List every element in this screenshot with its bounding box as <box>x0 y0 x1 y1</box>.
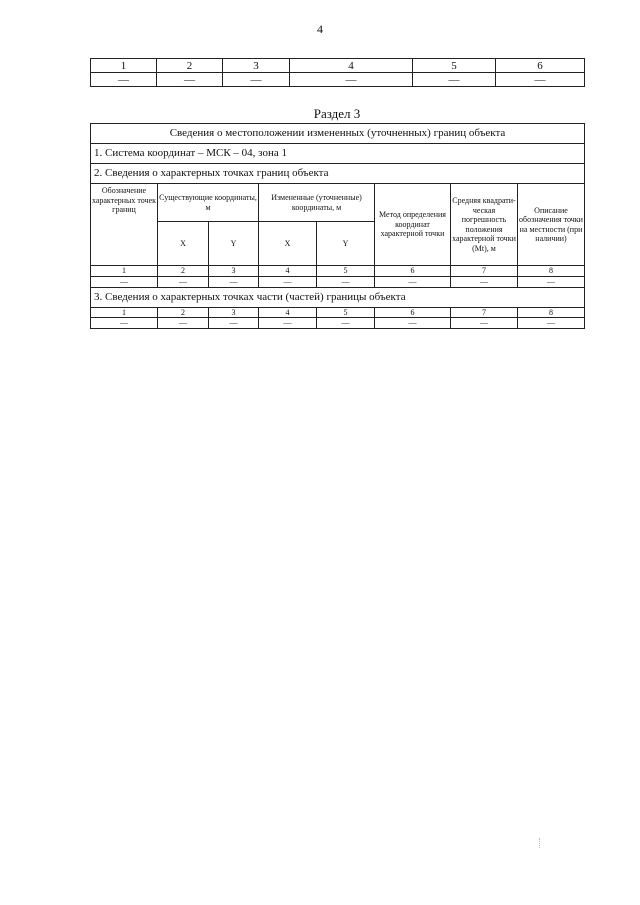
column-existing-coordinates: Существующие координаты, м <box>158 184 259 222</box>
table-row <box>91 73 585 87</box>
table-cell: — <box>259 318 317 329</box>
table-cell: — <box>317 276 375 287</box>
column-number: 5 <box>317 307 375 318</box>
column-number: 5 <box>413 59 496 73</box>
column-x-existing: X <box>158 222 209 266</box>
column-numbers-row <box>91 266 585 277</box>
column-number: 6 <box>375 266 451 277</box>
column-description: Описание обозначения точки на местности (при наличии) <box>518 184 585 266</box>
column-number: 2 <box>157 59 223 73</box>
column-number: 7 <box>451 266 518 277</box>
table-cell: — <box>223 73 290 87</box>
part-column-numbers-row <box>91 307 585 318</box>
margin-mark <box>539 838 541 848</box>
table-cell: — <box>496 73 585 87</box>
table-cell: — <box>91 73 157 87</box>
table-cell: — <box>259 276 317 287</box>
column-number: 8 <box>518 266 585 277</box>
points-heading: 2. Сведения о характерных точках границ объекта <box>91 164 585 184</box>
table-cell: — <box>375 318 451 329</box>
column-number: 1 <box>91 266 158 277</box>
table-cell: — <box>158 276 209 287</box>
table-cell: — <box>451 318 518 329</box>
continuation-table <box>90 58 585 87</box>
column-number: 1 <box>91 307 158 318</box>
part-points-heading: 3. Сведения о характерных точках части (частей) границы объекта <box>91 287 585 307</box>
column-number: 6 <box>496 59 585 73</box>
column-number: 3 <box>209 307 259 318</box>
column-number: 2 <box>158 266 209 277</box>
column-number: 4 <box>290 59 413 73</box>
table-cell: — <box>91 276 158 287</box>
column-number: 4 <box>259 266 317 277</box>
table-cell: — <box>413 73 496 87</box>
column-number: 4 <box>259 307 317 318</box>
column-number: 6 <box>375 307 451 318</box>
table-row <box>91 318 585 329</box>
column-number: 3 <box>209 266 259 277</box>
table-cell: — <box>518 276 585 287</box>
table-cell: — <box>518 318 585 329</box>
table-row <box>91 276 585 287</box>
table-cell: — <box>375 276 451 287</box>
table-cell: — <box>290 73 413 87</box>
column-method: Метод определения координат характерной точки <box>375 184 451 266</box>
column-number: 8 <box>518 307 585 318</box>
table-cell: — <box>158 318 209 329</box>
table-cell: — <box>209 276 259 287</box>
table-cell: — <box>209 318 259 329</box>
column-designation: Обозначение характерных точек границ <box>91 184 158 266</box>
coordinate-system: 1. Система координат – МСК – 04, зона 1 <box>91 144 585 164</box>
column-y-existing: Y <box>209 222 259 266</box>
table-cell: — <box>157 73 223 87</box>
table-cell: — <box>91 318 158 329</box>
column-number: 2 <box>158 307 209 318</box>
column-error: Средняя квадрати-ческая погрешность положения характерной точки (Mt), м <box>451 184 518 266</box>
section-caption: Сведения о местоположении измененных (уточненных) границ объекта <box>91 124 585 144</box>
column-y-changed: Y <box>317 222 375 266</box>
table-header-row <box>91 59 585 73</box>
column-number: 1 <box>91 59 157 73</box>
table-cell: — <box>317 318 375 329</box>
column-changed-coordinates: Измененные (уточненные) координаты, м <box>259 184 375 222</box>
column-x-changed: X <box>259 222 317 266</box>
column-number: 3 <box>223 59 290 73</box>
page-number: 4 <box>317 22 323 36</box>
section-3-table <box>90 123 585 329</box>
column-number: 7 <box>451 307 518 318</box>
column-number: 5 <box>317 266 375 277</box>
section-title: Раздел 3 <box>313 106 361 121</box>
table-cell: — <box>451 276 518 287</box>
